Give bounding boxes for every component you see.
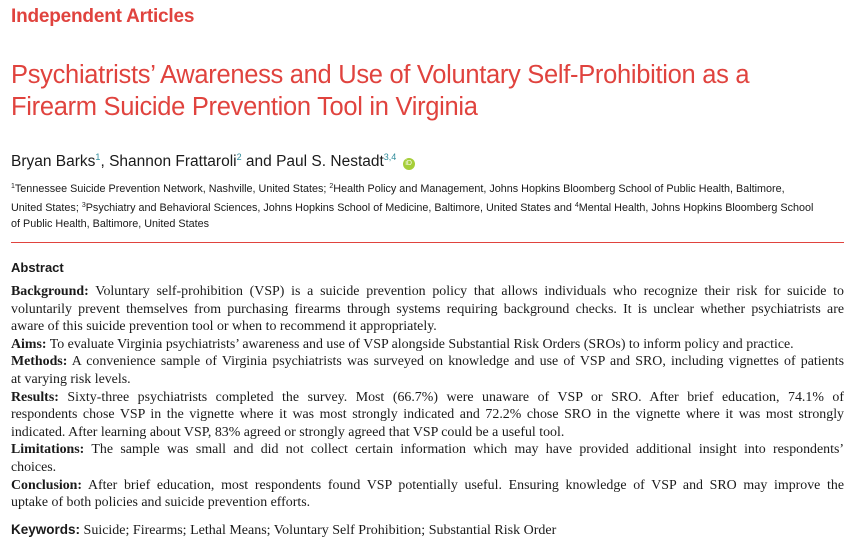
author-name[interactable]: Paul S. Nestadt: [276, 153, 384, 170]
section-divider: [11, 242, 844, 243]
abstract-label: Results:: [11, 389, 59, 405]
abstract-limitations: [11, 441, 844, 476]
affiliation-sup: 2: [329, 183, 334, 190]
affiliation-line: of Public Health, Baltimore, United States: [11, 218, 210, 230]
affiliation-text: United States;: [11, 201, 82, 214]
abstract-text: Sixty-three psychiatrists completed the survey. Most (66.7%) were unaware of VSP or SRO. After brief education, 74.1% of: [58, 389, 844, 405]
abstract-text: A convenience sample of Virginia psychiatrists was surveyed on knowledge and use of VSP and SRO, including vignettes of patients: [67, 354, 844, 370]
keywords: [11, 522, 556, 539]
affiliation-text: Tennessee Suicide Prevention Network, Nashville, United States;: [14, 183, 330, 195]
author-affiliation-sup[interactable]: 2: [236, 152, 242, 162]
abstract-aims: [11, 336, 844, 354]
abstract-line: respondents chose VSP in the vignette where it was most strongly indicated and 72.2% chose SRO in the vignette where it was most strongly: [11, 407, 844, 423]
affiliation-sup: 4: [574, 201, 579, 209]
abstract-heading: Abstract: [11, 260, 64, 275]
abstract-line: at varying risk levels.: [11, 371, 131, 387]
abstract-label: Aims:: [11, 336, 47, 352]
abstract-results: [11, 389, 844, 442]
abstract-text: Voluntary self-prohibition (VSP) is a suicide prevention policy that allows individuals who recognize their risk for suicide to: [88, 284, 844, 299]
affiliation-text: Health Policy and Management, Johns Hopkins Bloomberg School of Public Health, Baltimore,: [333, 183, 785, 195]
abstract-text: The sample was small and did not collect certain information which may have provided additional insight into respondents’: [84, 442, 844, 458]
author-affiliation-sup[interactable]: 3,4: [383, 152, 397, 162]
affiliations: [11, 179, 851, 233]
abstract-line: [11, 441, 844, 459]
abstract-label: Conclusion:: [11, 477, 83, 493]
abstract-line: uptake of both policies and suicide prevention efforts.: [11, 495, 311, 511]
abstract-label: Limitations:: [11, 442, 85, 458]
abstract-line: aware of this suicide prevention tool or when to recommend it appropriately.: [11, 319, 437, 335]
author-separator: and: [241, 153, 277, 170]
abstract-line: [11, 283, 844, 301]
article-title: [11, 59, 851, 123]
affiliation-line: [11, 198, 851, 217]
orcid-icon[interactable]: iD: [403, 158, 415, 170]
title-line: Firearm Suicide Prevention Tool in Virginia: [11, 93, 478, 121]
abstract-line: indicated. After learning about VSP, 83% agreed or strongly agreed that VSP could be a useful tool.: [11, 424, 565, 440]
affiliation-text: Psychiatry and Behavioral Sciences, Johns Hopkins School of Medicine, Baltimore, United States and: [85, 201, 575, 214]
abstract-text: After brief education, most respondents found VSP potentially useful. Ensuring knowledge of VSP and SRO may improve the: [82, 477, 844, 493]
author-affiliation-sup[interactable]: 1: [95, 152, 101, 162]
abstract-conclusion: [11, 477, 844, 512]
abstract-body: [11, 283, 844, 512]
abstract-line: [11, 477, 844, 495]
section-label: Independent Articles: [11, 6, 195, 27]
keywords-text: Suicide; Firearms; Lethal Means; Voluntary Self Prohibition; Substantial Risk Order: [80, 523, 557, 538]
title-line: Psychiatrists’ Awareness and Use of Voluntary Self-Prohibition as a: [11, 61, 750, 89]
abstract-line: voluntarily prevent themselves from purchasing firearms through systems requiring background checks. It is unclear whether psychiatrists are: [11, 301, 844, 317]
abstract-line: choices.: [11, 459, 57, 475]
author-separator: ,: [100, 153, 110, 170]
keywords-label: Keywords:: [11, 522, 81, 537]
abstract-text: To evaluate Virginia psychiatrists’ awareness and use of VSP alongside Substantial Risk Orders (SROs) to inform policy and practice.: [46, 336, 794, 352]
author-name[interactable]: Bryan Barks: [11, 153, 96, 170]
abstract-background: [11, 283, 844, 336]
abstract-line: [11, 336, 844, 354]
abstract-line: [11, 353, 844, 371]
affiliation-line: [11, 179, 851, 198]
abstract-label: Methods:: [11, 354, 68, 370]
abstract-methods: [11, 353, 844, 388]
author-list: [11, 152, 415, 171]
abstract-line: [11, 389, 844, 407]
author-name[interactable]: Shannon Frattaroli: [109, 153, 237, 170]
abstract-label: Background:: [11, 284, 89, 299]
affiliation-sup: 3: [81, 201, 86, 209]
affiliation-sup: 1: [11, 183, 15, 190]
affiliation-text: Mental Health, Johns Hopkins Bloomberg School: [578, 201, 814, 214]
